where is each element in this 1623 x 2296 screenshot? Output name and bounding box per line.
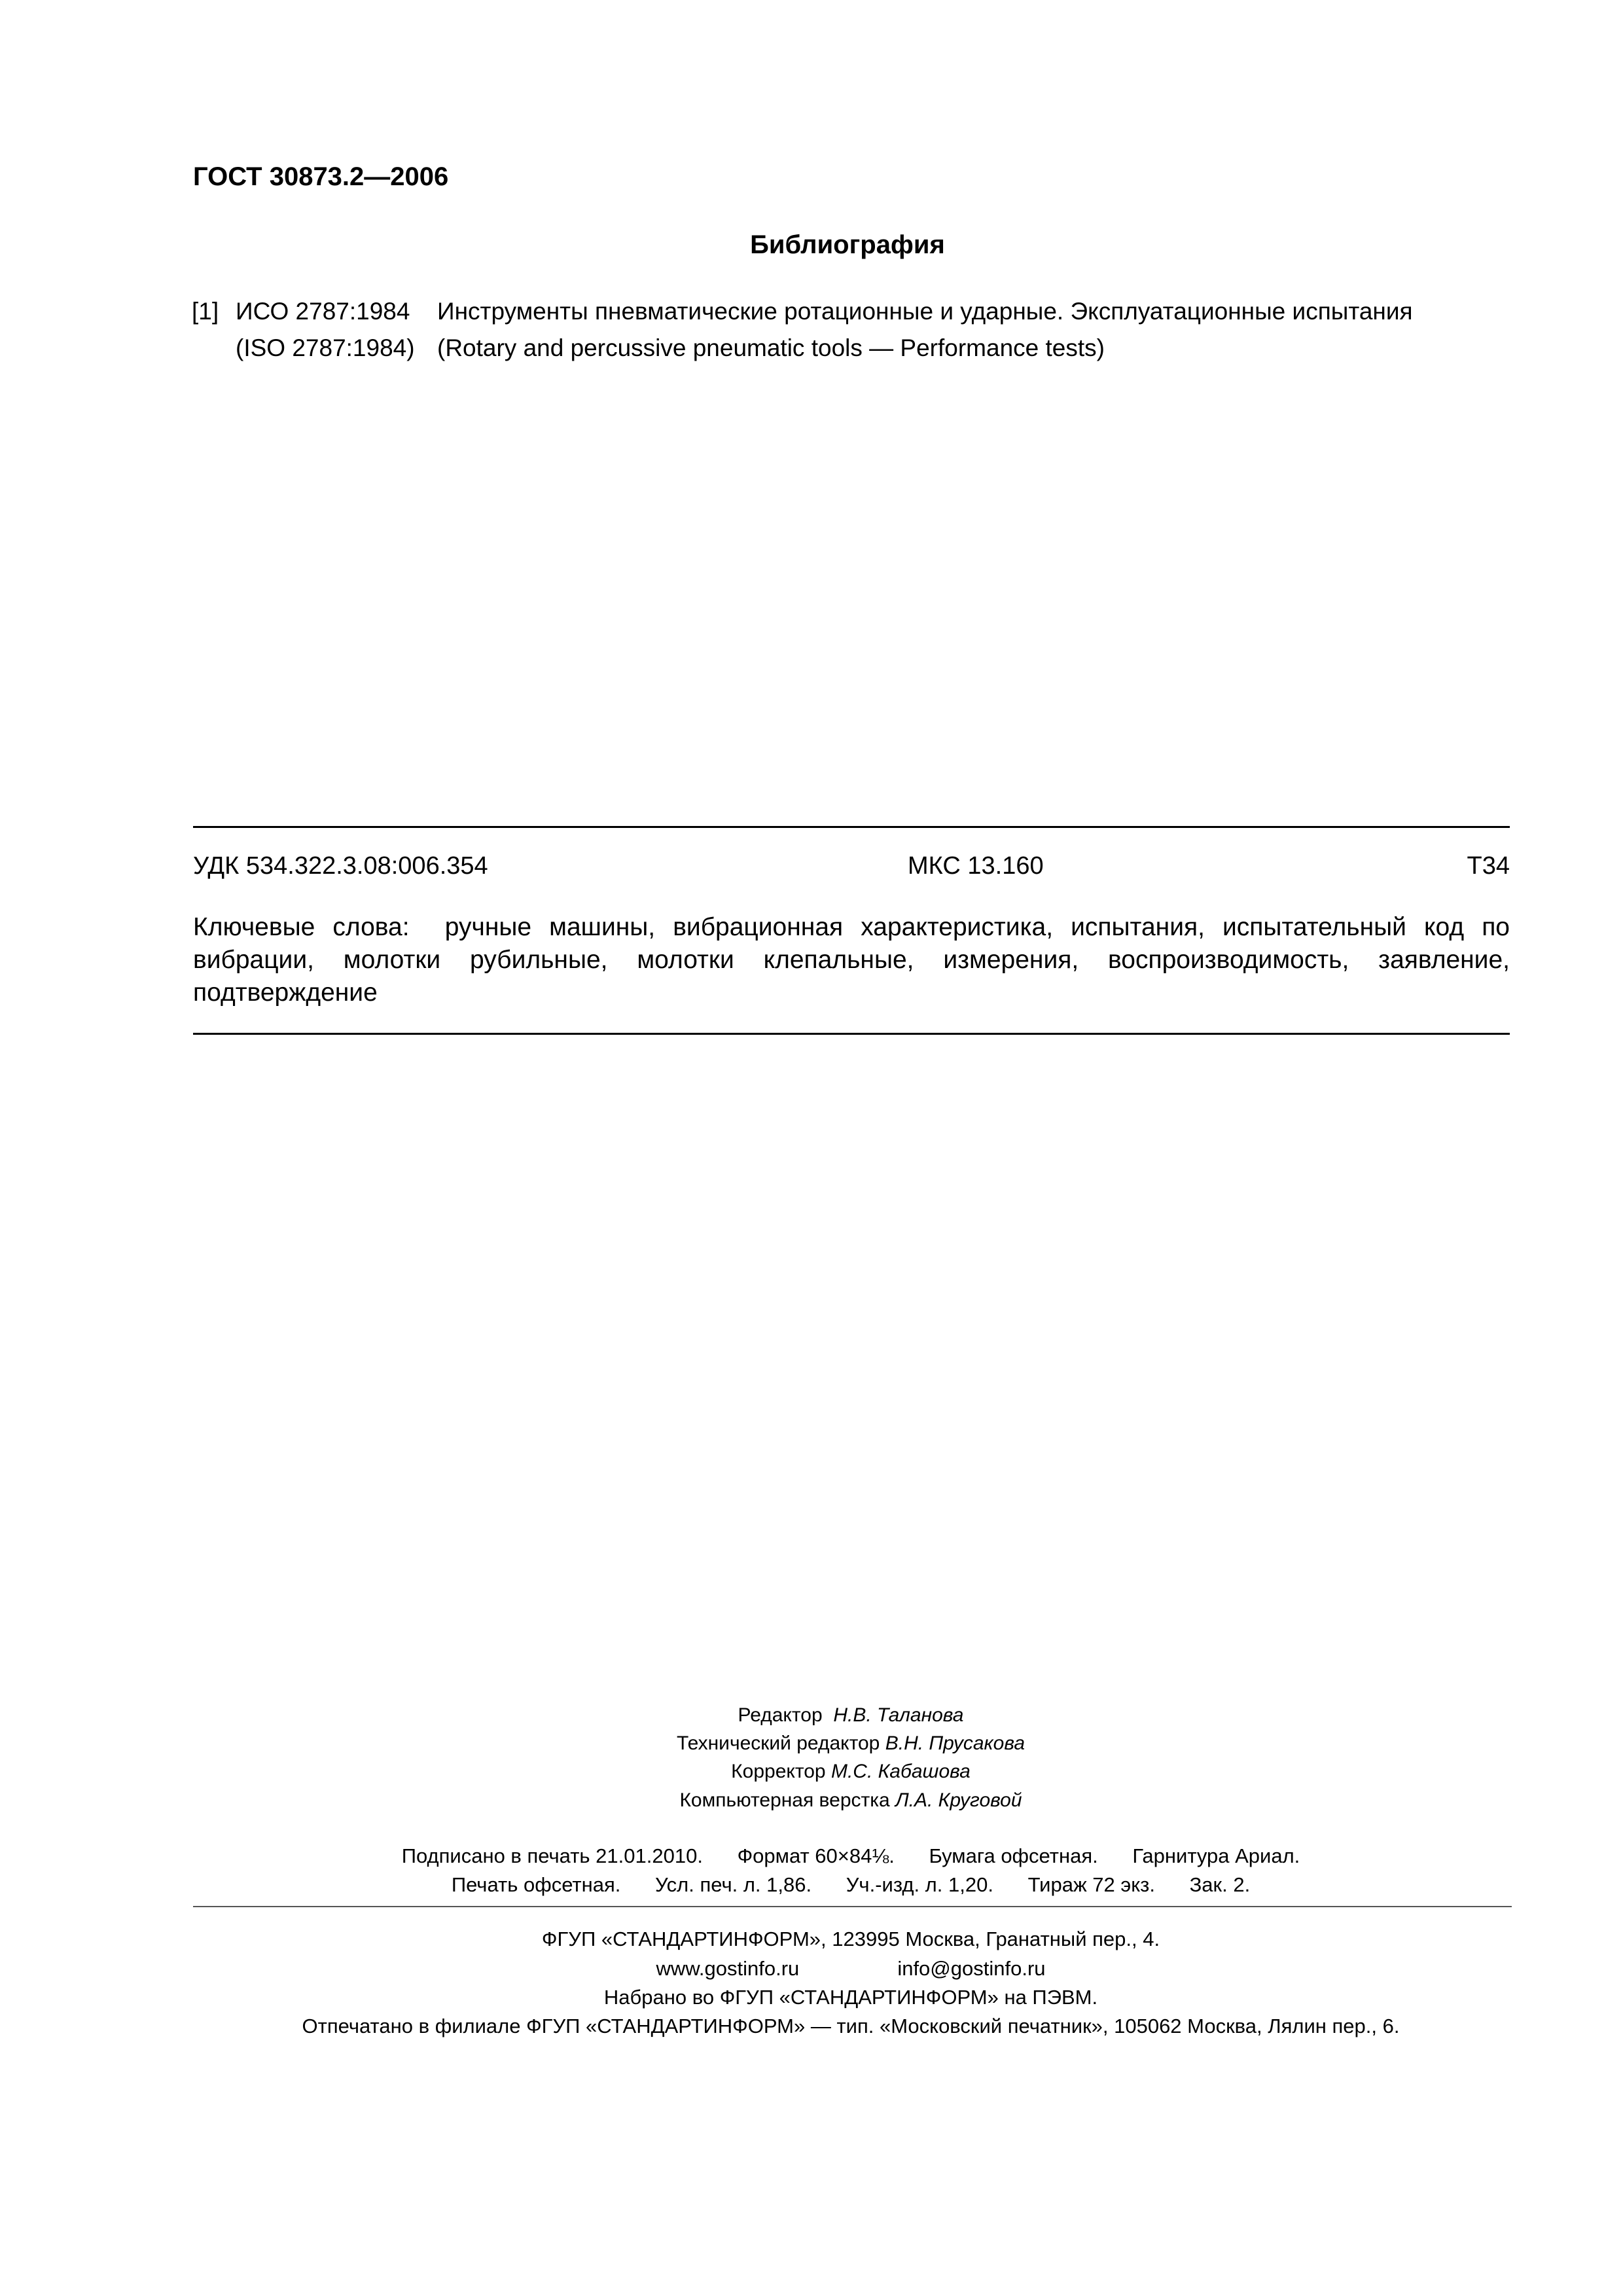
publisher-website[interactable]: www.gostinfo.ru: [656, 1957, 800, 1980]
imprint-paper: Бумага офсетная.: [929, 1844, 1098, 1867]
credit-name: М.С. Кабашова: [830, 1761, 971, 1782]
ref-code: ИСО 2787:1984: [236, 298, 410, 325]
publisher-contacts: [0, 1957, 1623, 1981]
mks-code: МКС 13.160: [908, 852, 1044, 880]
credit-role: Компьютерная верстка: [679, 1789, 890, 1811]
keywords-text: ручные машины, вибрационная характеристика, испытания, испытательный код по вибрации, молотки рубильные, молотки клепальные, измерения, воспроизводимость, заявление, подтверждение: [193, 913, 1510, 1007]
imprint-order: Зак. 2.: [1189, 1873, 1251, 1896]
imprint-format: Формат 60×84⅛.: [737, 1844, 895, 1867]
credit-layout: [0, 1789, 1623, 1812]
keywords-block: [193, 911, 1510, 1009]
credit-corrector: [0, 1761, 1623, 1783]
keywords-label: Ключевые слова:: [193, 913, 410, 941]
credit-role: Редактор: [738, 1704, 823, 1726]
ref-code-intl: (ISO 2787:1984): [236, 334, 415, 361]
imprint-signed: Подписано в печать 21.01.2010.: [401, 1844, 703, 1867]
udk-code: УДК 534.322.3.08:006.354: [193, 852, 488, 880]
credit-name: Н.В. Таланова: [833, 1704, 964, 1726]
imprint-line-2: [0, 1873, 1623, 1897]
credit-name: Л.А. Круговой: [895, 1789, 1022, 1811]
publisher-printed: Отпечатано в филиале ФГУП «СТАНДАРТИНФОРМ» — тип. «Московский печатник», 105062 Москва, Лялин пер., 6.: [302, 2015, 1400, 2037]
imprint-font: Гарнитура Ариал.: [1132, 1844, 1300, 1867]
document-code: ГОСТ 30873.2—2006: [193, 162, 449, 191]
imprint-sheets: Усл. печ. л. 1,86.: [655, 1873, 812, 1896]
divider-bottom: [193, 1033, 1510, 1035]
ref-title-ru: Инструменты пневматические ротационные и ударные. Эксплуатационные испытания: [437, 298, 1413, 325]
divider-imprint: [193, 1906, 1512, 1907]
imprint-run: Тираж 72 экз.: [1027, 1873, 1155, 1896]
bibliography-title: Библиография: [750, 230, 945, 259]
credit-editor: [0, 1704, 1623, 1727]
credit-tech-editor: [0, 1732, 1623, 1755]
credit-role: Корректор: [731, 1761, 826, 1782]
publisher-address: ФГУП «СТАНДАРТИНФОРМ», 123995 Москва, Гранатный пер., 4.: [541, 1928, 1160, 1950]
imprint-line-1: [0, 1844, 1623, 1868]
ref-title-en: (Rotary and percussive pneumatic tools — Performance tests): [437, 334, 1105, 361]
classification-code: Т34: [1467, 852, 1510, 880]
publisher-email[interactable]: info@gostinfo.ru: [897, 1957, 1046, 1980]
imprint-pub-sheets: Уч.-изд. л. 1,20.: [846, 1873, 993, 1896]
imprint-print: Печать офсетная.: [451, 1873, 621, 1896]
credit-name: В.Н. Прусакова: [885, 1732, 1026, 1754]
ref-number: [1]: [192, 298, 219, 325]
credit-role: Технический редактор: [676, 1732, 880, 1754]
publisher-typeset: Набрано во ФГУП «СТАНДАРТИНФОРМ» на ПЭВМ.: [603, 1986, 1098, 2009]
divider-top: [193, 826, 1510, 828]
